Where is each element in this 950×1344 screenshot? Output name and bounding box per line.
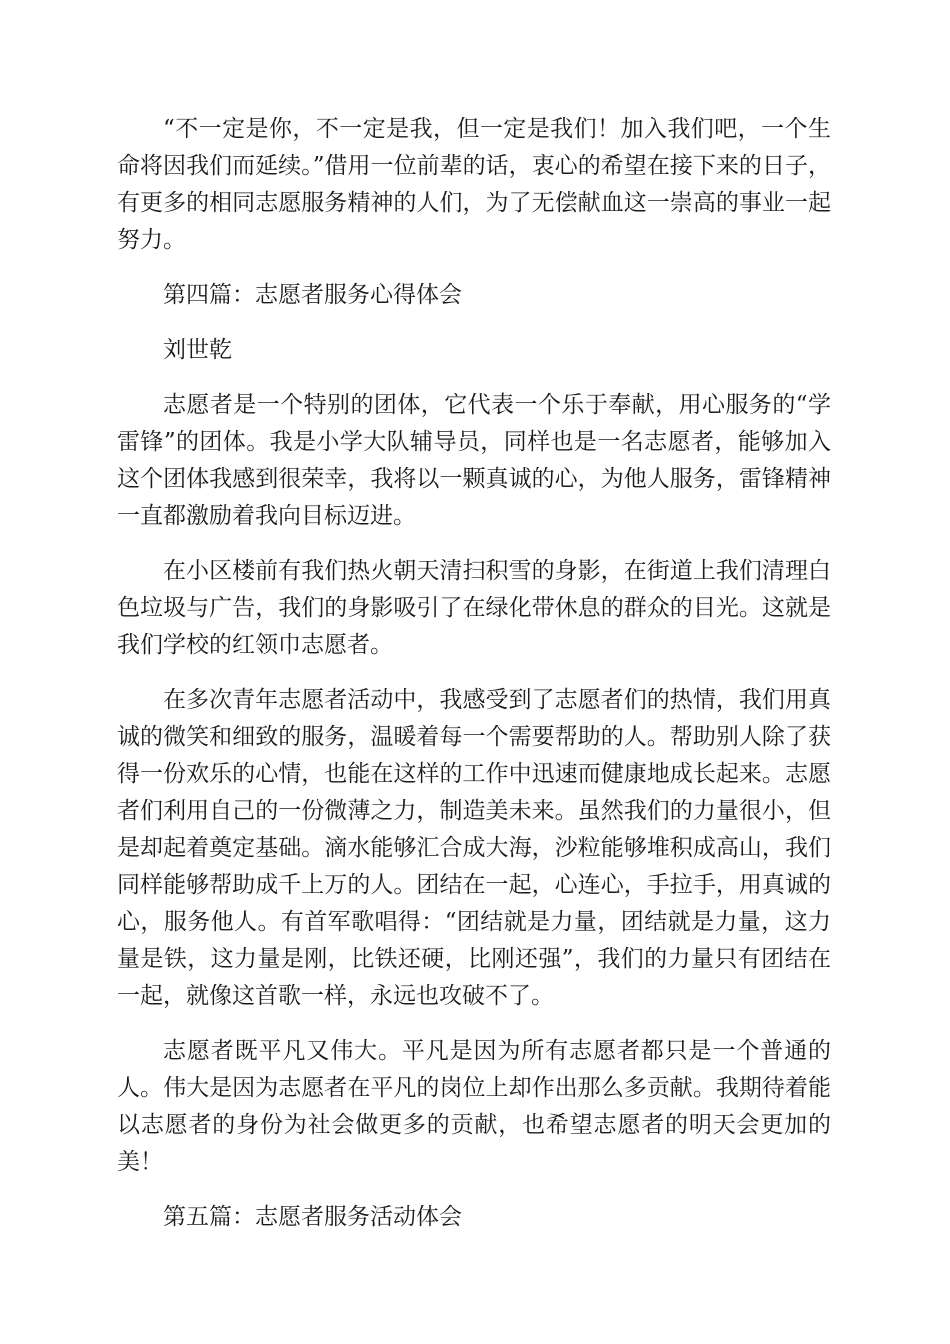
closing-quote-paragraph: “不一定是你，不一定是我，但一定是我们！加入我们吧，一个生命将因我们而延续。”借用一位前辈的话，衷心的希望在接下来的日子，有更多的相同志愿服务精神的人们，为了无偿献血这一崇高的事业一起努力。 <box>117 116 831 253</box>
body-paragraph: 在多次青年志愿者活动中，我感受到了志愿者们的热情，我们用真诚的微笑和细致的服务，温暖着每一个需要帮助的人。帮助别人除了获得一份欢乐的心情，也能在这样的工作中迅速而健康地成长起来。志愿者们利用自己的一份微薄之力，制造美未来。虽然我们的力量很小，但是却起着奠定基础。滴水能够汇合成大海，沙粒能够堆积成高山，我们同样能够帮助成千上万的人。团结在一起，心连心，手拉手，用真诚的心，服务他人。有首军歌唱得：“团结就是力量，团结就是力量，这力量是铁，这力量是刚，比铁还硬，比刚还强”，我们的力量只有团结在一起，就像这首歌一样，永远也攻破不了。 <box>117 687 831 1009</box>
body-paragraph: 志愿者既平凡又伟大。平凡是因为所有志愿者都只是一个普通的人。伟大是因为志愿者在平凡的岗位上却作出那么多贡献。我期待着能以志愿者的身份为社会做更多的贡献，也希望志愿者的明天会更加的美！ <box>117 1038 831 1175</box>
section-title-part-four: 第四篇：志愿者服务心得体会 <box>163 282 462 308</box>
document-page <box>117 111 831 1254</box>
author-name: 刘世乾 <box>163 337 232 363</box>
body-paragraph: 在小区楼前有我们热火朝天清扫积雪的身影，在街道上我们清理白色垃圾与广告，我们的身影吸引了在绿化带休息的群众的目光。这就是我们学校的红领巾志愿者。 <box>117 558 831 658</box>
section-title-part-five: 第五篇：志愿者服务活动体会 <box>163 1204 462 1230</box>
body-paragraph: 志愿者是一个特别的团体，它代表一个乐于奉献，用心服务的“学雷锋”的团体。我是小学大队辅导员，同样也是一名志愿者，能够加入这个团体我感到很荣幸，我将以一颗真诚的心，为他人服务，雷锋精神一直都激励着我向目标迈进。 <box>117 392 831 529</box>
